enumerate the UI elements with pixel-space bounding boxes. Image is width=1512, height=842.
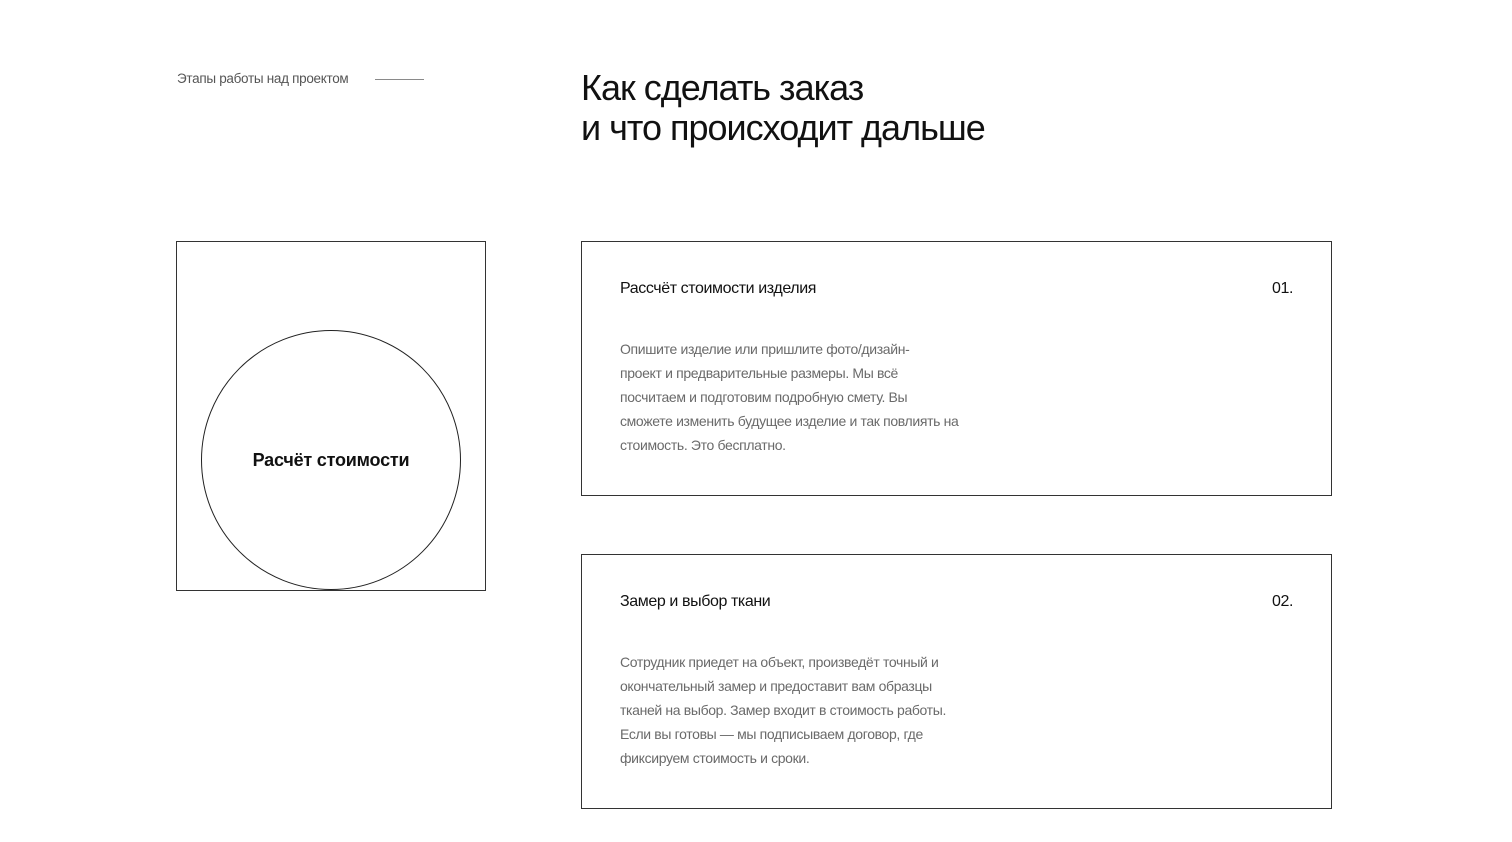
- stage-circle-label: Расчёт стоимости: [252, 449, 410, 470]
- step-description-line: тканей на выбор. Замер входит в стоимость работы.: [620, 702, 946, 718]
- step-description-line: Если вы готовы — мы подписываем договор, где: [620, 726, 923, 742]
- section-eyebrow: [177, 71, 424, 86]
- step-description: [620, 337, 975, 457]
- step-description: [620, 650, 975, 770]
- page-title-line-1: Как сделать заказ: [581, 67, 864, 108]
- step-description-line: стоимость. Это бесплатно.: [620, 437, 786, 453]
- step-title: Рассчёт стоимости изделия: [620, 280, 817, 297]
- step-description-line: сможете изменить будущее изделие и так повлиять на: [620, 413, 959, 429]
- step-description-line: проект и предварительные размеры. Мы всё: [620, 365, 898, 381]
- step-card-2[interactable]: [581, 554, 1332, 809]
- step-title: Замер и выбор ткани: [620, 593, 771, 610]
- page-title: [581, 68, 985, 148]
- page-title-line-2: и что происходит дальше: [581, 107, 985, 148]
- step-card-1[interactable]: [581, 241, 1332, 496]
- step-description-line: окончательный замер и предоставит вам образцы: [620, 678, 932, 694]
- eyebrow-divider: [375, 79, 424, 80]
- eyebrow-label: Этапы работы над проектом: [177, 71, 349, 86]
- step-description-line: Сотрудник приедет на объект, произведёт точный и: [620, 654, 939, 670]
- step-number: 01.: [1271, 280, 1293, 297]
- step-description-line: Опишите изделие или пришлите фото/дизайн-: [620, 341, 910, 357]
- stage-illustration-panel: [176, 241, 486, 591]
- step-description-line: фиксируем стоимость и сроки.: [620, 750, 810, 766]
- step-description-line: посчитаем и подготовим подробную смету. Вы: [620, 389, 908, 405]
- step-number: 02.: [1271, 593, 1293, 610]
- stage-circle: [201, 330, 461, 590]
